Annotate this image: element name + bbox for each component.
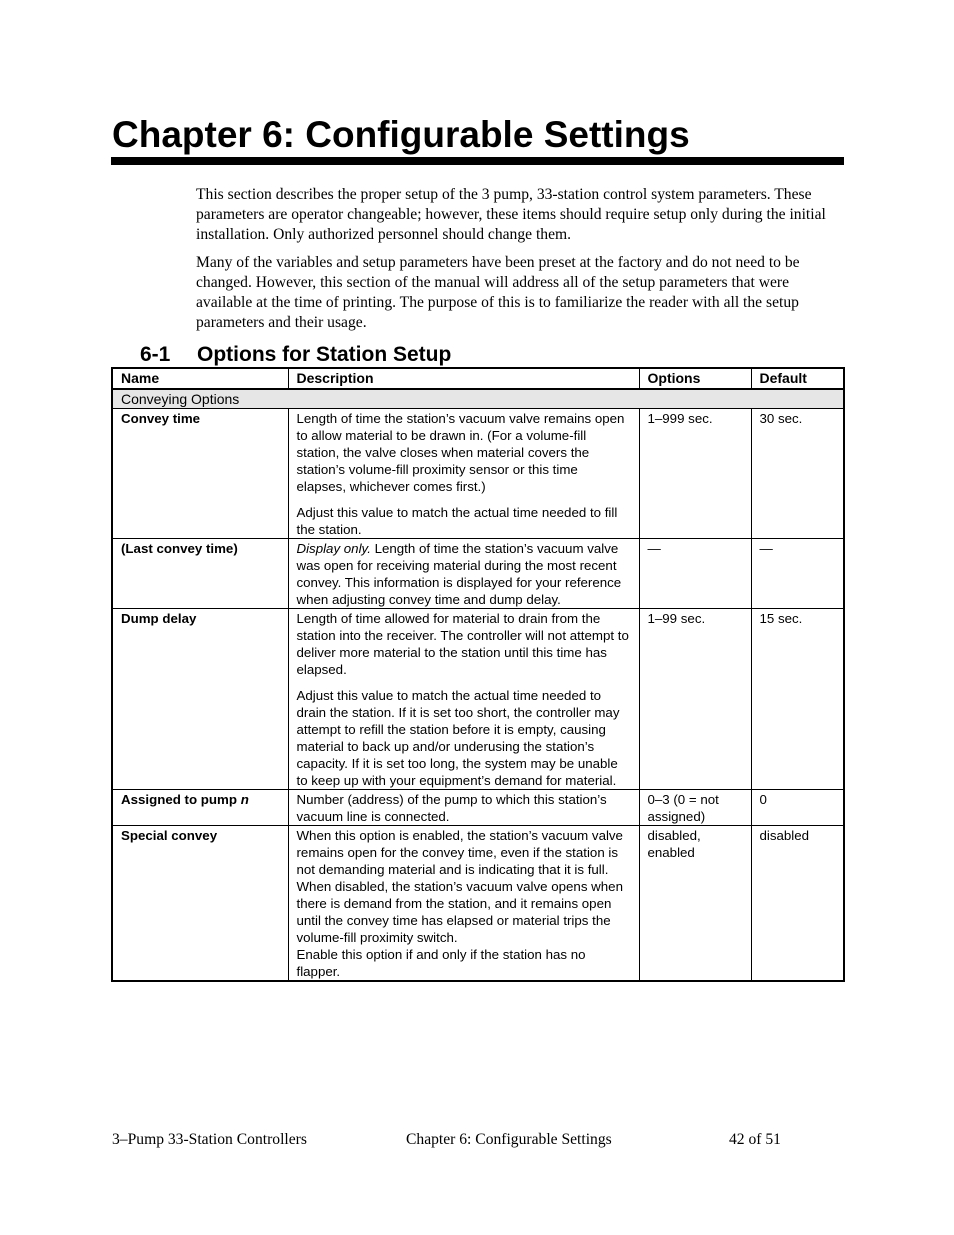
section-heading <box>140 342 451 368</box>
intro-text <box>196 185 836 341</box>
row-description: Number (address) of the pump to which this station’s vacuum line is connected. <box>288 790 639 826</box>
table-row <box>112 826 844 982</box>
row-description <box>288 826 639 982</box>
description-emphasis: Display only. <box>296 541 371 556</box>
description-paragraph: Enable this option if and only if the station has no flapper. <box>296 947 586 979</box>
row-name: Convey time <box>112 409 288 539</box>
footer-document-title: 3–Pump 33-Station Controllers <box>112 1131 307 1148</box>
column-header-default: Default <box>751 368 844 389</box>
intro-paragraph-1: This section describes the proper setup of the 3 pump, 33-station control system parameters. These parameters are operator changeable; however, these items should require setup only during the initial installation. Only authorized personnel should change them. <box>196 186 826 243</box>
title-rule <box>111 157 844 165</box>
column-header-name: Name <box>112 368 288 389</box>
row-default: disabled <box>751 826 844 982</box>
row-default: 0 <box>751 790 844 826</box>
footer-chapter-title: Chapter 6: Configurable Settings <box>406 1131 612 1148</box>
row-name: Dump delay <box>112 609 288 790</box>
table-row <box>112 539 844 609</box>
row-name-variable: n <box>240 792 249 807</box>
group-row <box>112 389 844 409</box>
row-description <box>288 539 639 609</box>
row-options: disabled, enabled <box>639 826 751 982</box>
description-paragraph: When this option is enabled, the station’s vacuum valve remains open for the convey time, even if the station is not demanding material and is indicating that it is full. When disabled, the station’s vacuum valve opens when there is demand from the station, and it remains open until the convey time has elapsed or material trips the volume-fill proximity switch. <box>296 828 623 945</box>
footer-page-number: 42 of 51 <box>729 1131 781 1148</box>
chapter-title: Chapter 6: Configurable Settings <box>112 114 690 155</box>
description-paragraph: Adjust this value to match the actual time needed to fill the station. <box>296 505 618 537</box>
row-options: — <box>639 539 751 609</box>
section-number: 6-1 <box>140 343 171 366</box>
description-paragraph: Length of time the station’s vacuum valve remains open to allow material to be drawn in. (For a volume-fill station, the valve closes when material covers the station’s volume-fill proximity sensor or this time elapses, whichever comes first.) <box>296 411 625 494</box>
row-name: Special convey <box>112 826 288 982</box>
table-row <box>112 409 844 539</box>
description-text: Length of time the station’s vacuum valve was open for receiving material during the most recent convey. This information is displayed for your reference when adjusting convey time and dump delay. <box>296 541 622 607</box>
column-header-description: Description <box>288 368 639 389</box>
section-title: Options for Station Setup <box>197 343 452 366</box>
description-paragraph: Adjust this value to match the actual time needed to drain the station. If it is set too short, the controller may attempt to refill the station before it is empty, causing material to back up and/or underusing the station’s capacity. If it is set too long, the system may be unable to keep up with your equipment’s demand for material. <box>296 688 620 788</box>
row-name: (Last convey time) <box>112 539 288 609</box>
row-default: 15 sec. <box>751 609 844 790</box>
row-description <box>288 609 639 790</box>
row-options: 0–3 (0 = not assigned) <box>639 790 751 826</box>
column-header-options: Options <box>639 368 751 389</box>
table-header-row <box>112 368 844 389</box>
table-row <box>112 609 844 790</box>
table-row <box>112 790 844 826</box>
row-name-text: Assigned to pump <box>121 792 241 807</box>
row-name <box>112 790 288 826</box>
group-label: Conveying Options <box>112 389 844 409</box>
row-default: 30 sec. <box>751 409 844 539</box>
intro-paragraph-2: Many of the variables and setup parameters have been preset at the factory and do not need to be changed. However, this section of the manual will address all of the setup parameters that were available at the time of printing. The purpose of this is to familiarize the reader with all the setup parameters and their usage. <box>196 254 800 331</box>
settings-table <box>111 367 845 982</box>
row-options: 1–99 sec. <box>639 609 751 790</box>
row-options: 1–999 sec. <box>639 409 751 539</box>
row-default: — <box>751 539 844 609</box>
description-paragraph: Length of time allowed for material to drain from the station into the receiver. The controller will not attempt to deliver more material to the station until this time has elapsed. <box>296 611 629 677</box>
row-description <box>288 409 639 539</box>
